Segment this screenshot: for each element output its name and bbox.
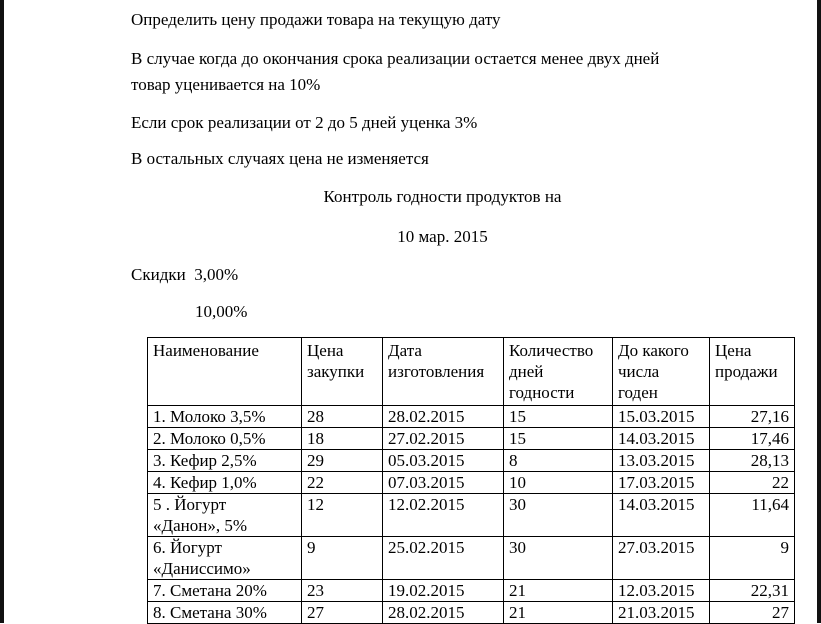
- cell-valid-until: 13.03.2015: [613, 450, 710, 472]
- cell-shelf-life-days: 30: [504, 494, 613, 537]
- table-row: [148, 602, 795, 624]
- product-name: 2. Молоко 0,5%: [153, 429, 266, 448]
- cell-sale-price: 22: [710, 472, 795, 494]
- cell-purchase-price: 18: [302, 428, 383, 450]
- discount-value-2: 10,00%: [195, 302, 248, 321]
- task-line-4: В остальных случаях цена не изменяется: [131, 149, 429, 168]
- cell-name: [148, 450, 302, 472]
- cell-sale-price: 22,31: [710, 580, 795, 602]
- cell-sale-price: 27: [710, 602, 795, 624]
- page-edge-right: [817, 0, 821, 623]
- cell-manufacture-date: 19.02.2015: [383, 580, 504, 602]
- table-row: [148, 580, 795, 602]
- cell-purchase-price: 23: [302, 580, 383, 602]
- task-line-3: Если срок реализации от 2 до 5 дней уценка 3%: [131, 113, 478, 132]
- cell-sale-price: 9: [710, 537, 795, 580]
- product-name: 5 . Йогурт: [153, 495, 227, 514]
- cell-manufacture-date: 25.02.2015: [383, 537, 504, 580]
- report-date: 10 мар. 2015: [397, 227, 488, 246]
- cell-shelf-life-days: 8: [504, 450, 613, 472]
- cell-valid-until: 12.03.2015: [613, 580, 710, 602]
- cell-purchase-price: 28: [302, 406, 383, 428]
- cell-valid-until: 27.03.2015: [613, 537, 710, 580]
- cell-purchase-price: 29: [302, 450, 383, 472]
- cell-shelf-life-days: 15: [504, 428, 613, 450]
- cell-purchase-price: 9: [302, 537, 383, 580]
- cell-sale-price: 11,64: [710, 494, 795, 537]
- cell-shelf-life-days: 30: [504, 537, 613, 580]
- product-name: 6. Йогурт: [153, 538, 222, 557]
- header-valid-until: До какого числа годен: [613, 338, 710, 406]
- cell-name: [148, 472, 302, 494]
- discount-row: [131, 265, 238, 285]
- header-manufacture-date: Дата изготовления: [383, 338, 504, 406]
- header-sale-price: Цена продажи: [710, 338, 795, 406]
- cell-manufacture-date: 07.03.2015: [383, 472, 504, 494]
- product-name-cont: «Данон», 5%: [153, 516, 247, 535]
- cell-manufacture-date: 05.03.2015: [383, 450, 504, 472]
- cell-shelf-life-days: 15: [504, 406, 613, 428]
- cell-name: [148, 406, 302, 428]
- cell-name: [148, 580, 302, 602]
- cell-name: [148, 602, 302, 624]
- table-row: [148, 537, 795, 580]
- header-shelf-life-days: Количество дней годности: [504, 338, 613, 406]
- discount-value-1: 3,00%: [194, 265, 239, 284]
- cell-shelf-life-days: 21: [504, 580, 613, 602]
- cell-valid-until: 15.03.2015: [613, 406, 710, 428]
- page-edge-left: [0, 0, 4, 623]
- task-line-2a: В случае когда до окончания срока реализации остается менее двух дней: [131, 49, 660, 68]
- product-name: 1. Молоко 3,5%: [153, 407, 266, 426]
- table-row: [148, 406, 795, 428]
- cell-shelf-life-days: 10: [504, 472, 613, 494]
- cell-valid-until: 21.03.2015: [613, 602, 710, 624]
- cell-sale-price: 17,46: [710, 428, 795, 450]
- table-row: [148, 450, 795, 472]
- cell-manufacture-date: 12.02.2015: [383, 494, 504, 537]
- header-purchase-price: Цена закупки: [302, 338, 383, 406]
- header-name: Наименование: [148, 338, 302, 406]
- cell-purchase-price: 22: [302, 472, 383, 494]
- cell-manufacture-date: 28.02.2015: [383, 602, 504, 624]
- cell-valid-until: 14.03.2015: [613, 428, 710, 450]
- cell-name: [148, 537, 302, 580]
- cell-name: [148, 428, 302, 450]
- products-table: [147, 337, 795, 624]
- task-line-2b: товар уценивается на 10%: [131, 75, 321, 94]
- discount-label: Скидки: [131, 265, 186, 284]
- task-line-1: Определить цену продажи товара на текущую дату: [131, 10, 501, 29]
- product-name: 7. Сметана 20%: [153, 581, 267, 600]
- cell-valid-until: 17.03.2015: [613, 472, 710, 494]
- report-title: Контроль годности продуктов на: [323, 187, 562, 206]
- table-row: [148, 472, 795, 494]
- cell-manufacture-date: 27.02.2015: [383, 428, 504, 450]
- product-name: 4. Кефир 1,0%: [153, 473, 257, 492]
- product-name: 8. Сметана 30%: [153, 603, 267, 622]
- cell-shelf-life-days: 21: [504, 602, 613, 624]
- cell-purchase-price: 27: [302, 602, 383, 624]
- product-name: 3. Кефир 2,5%: [153, 451, 257, 470]
- table-row: [148, 494, 795, 537]
- cell-sale-price: 27,16: [710, 406, 795, 428]
- cell-name: [148, 494, 302, 537]
- product-name-cont: «Даниссимо»: [153, 559, 251, 578]
- cell-manufacture-date: 28.02.2015: [383, 406, 504, 428]
- table-header-row: [148, 338, 795, 406]
- cell-valid-until: 14.03.2015: [613, 494, 710, 537]
- table-row: [148, 428, 795, 450]
- cell-sale-price: 28,13: [710, 450, 795, 472]
- cell-purchase-price: 12: [302, 494, 383, 537]
